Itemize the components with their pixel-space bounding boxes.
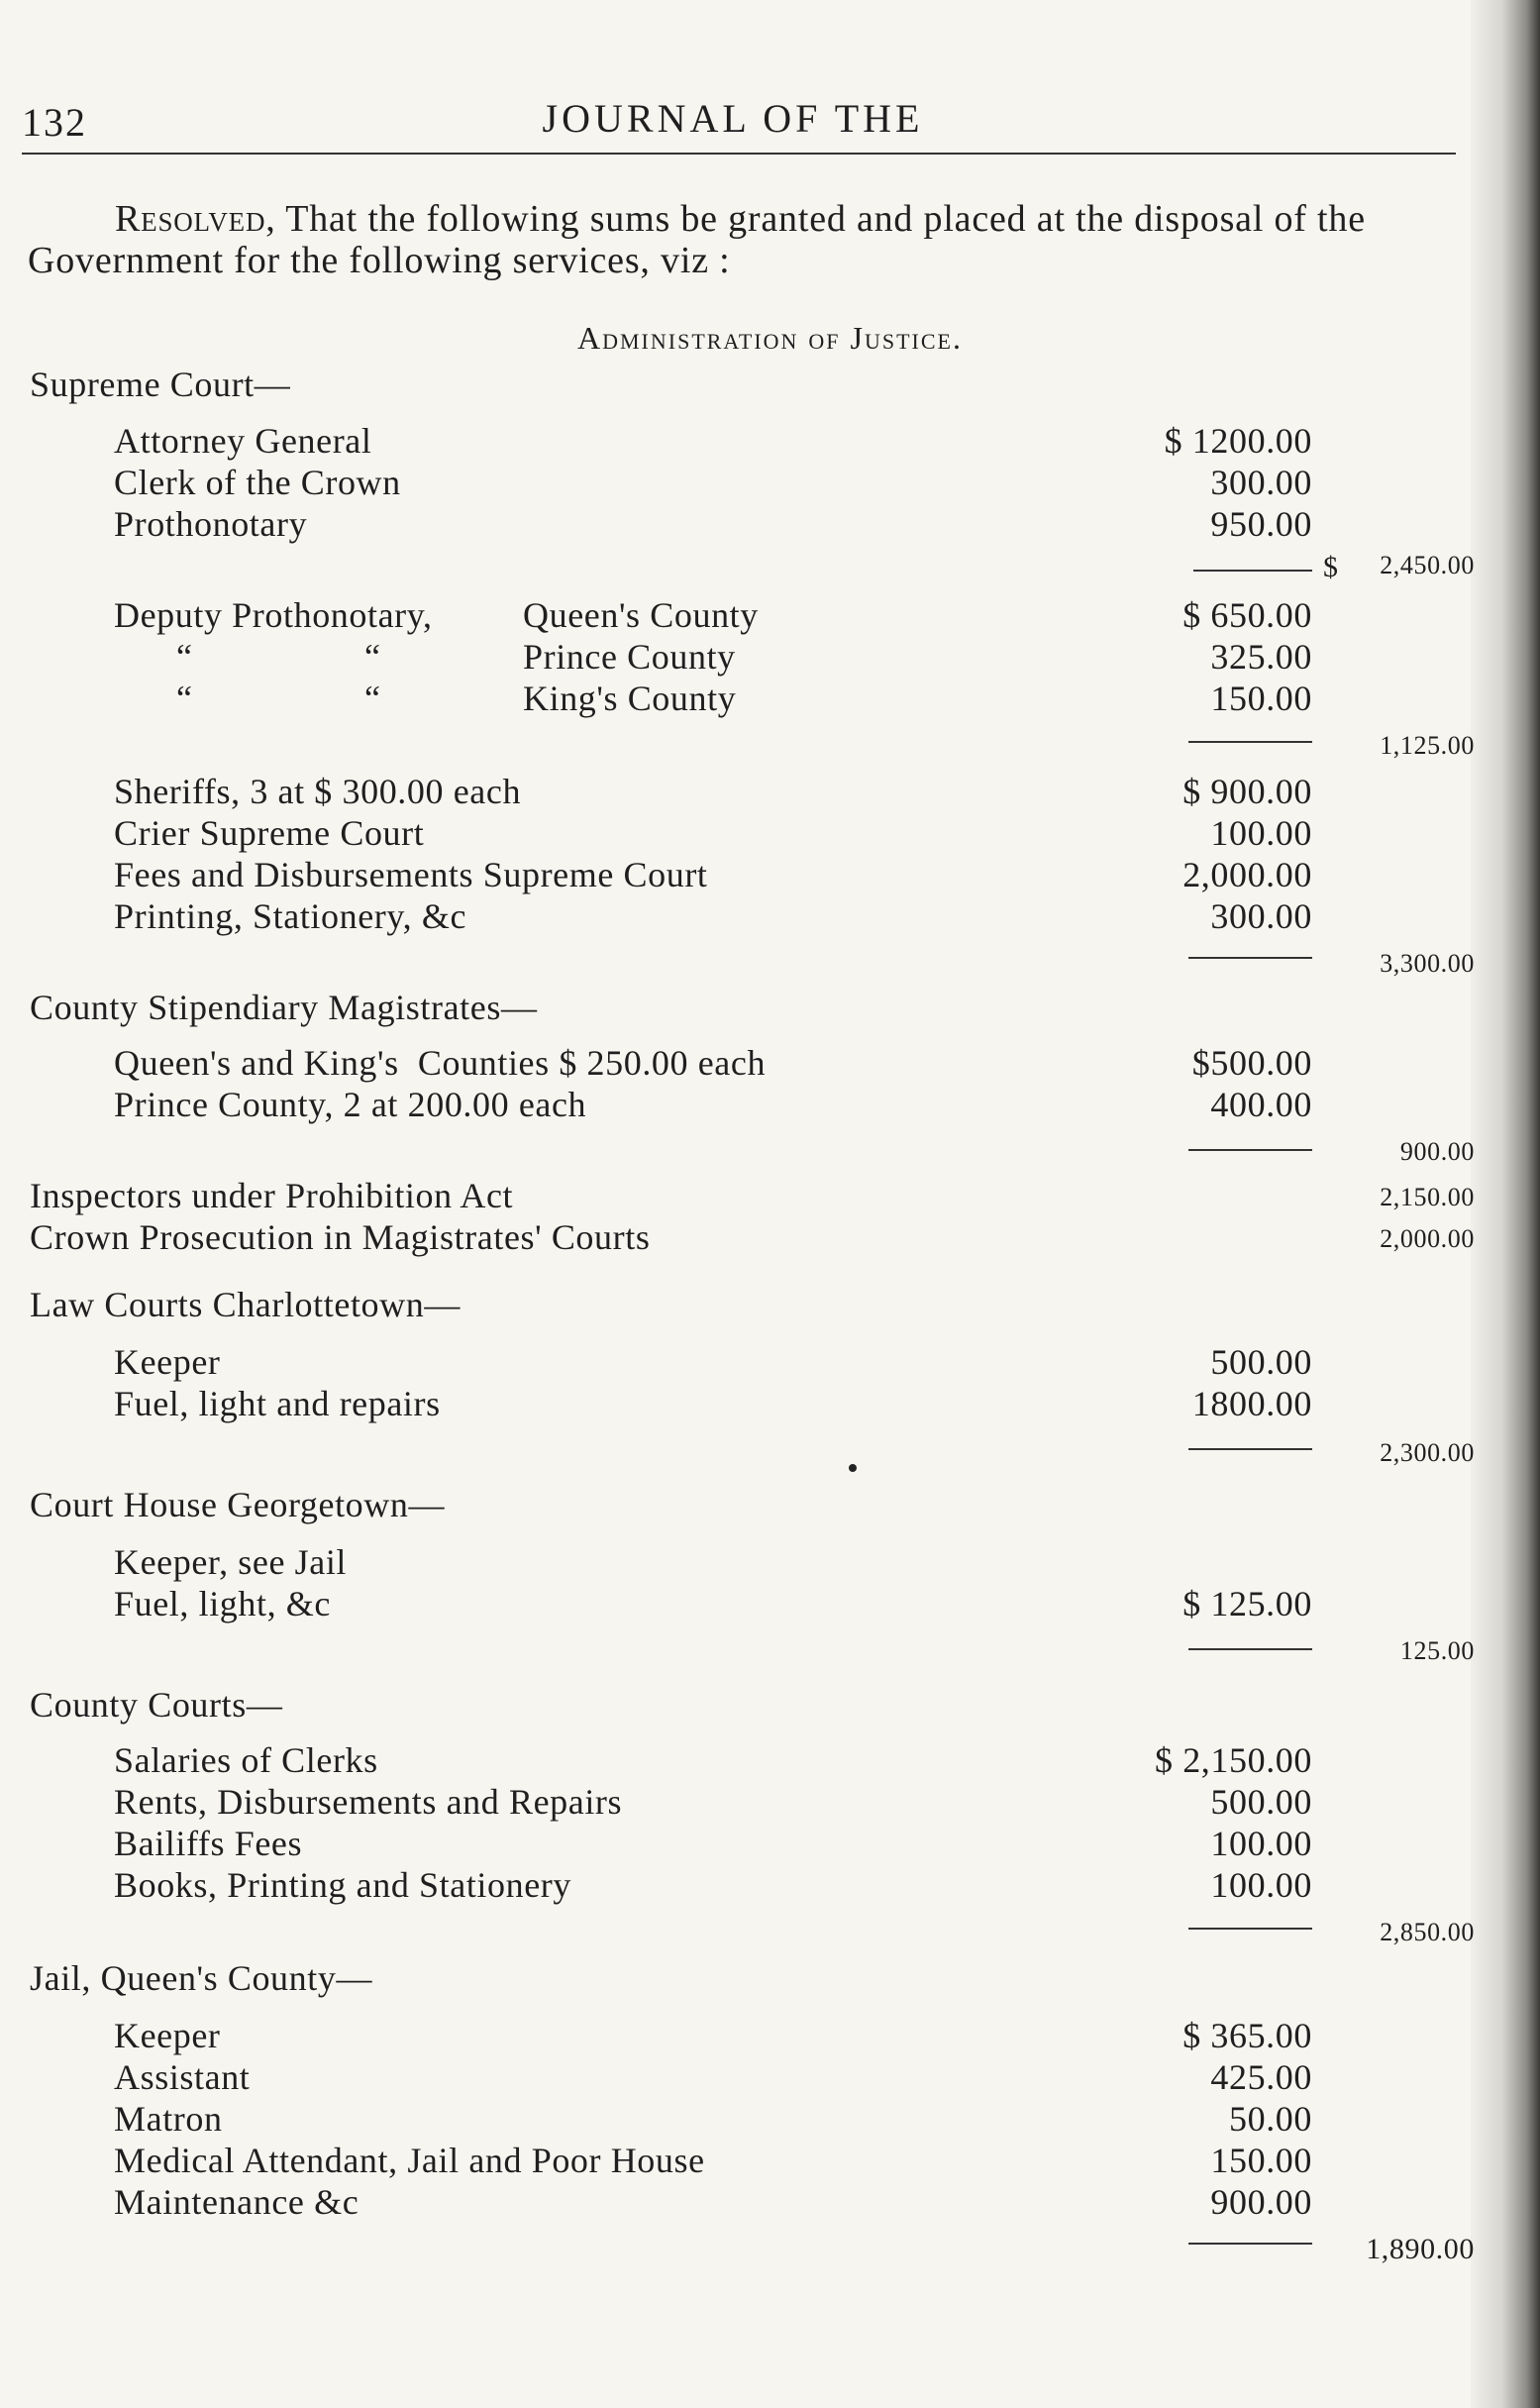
item-amount: 150.00 [1210,679,1312,718]
dollar-sign: $ [1323,551,1339,583]
item-county: Prince County [523,637,736,677]
item-amount: 50.00 [1229,2099,1312,2139]
resolution-paragraph [28,198,1464,281]
subtotal-row [0,1918,1540,1961]
item-label: Crown Prosecution in Magistrates' Courts [30,1217,651,1257]
line-item [0,636,1540,680]
item-county: Queen's County [523,595,759,635]
line-item [0,812,1540,856]
item-amount: 500.00 [1210,1342,1312,1382]
line-item [0,1541,1540,1585]
subtotal-amount: 1,125.00 [1380,731,1475,760]
line-item [0,771,1540,814]
item-amount: 300.00 [1210,896,1312,936]
header-rule [22,153,1456,155]
item-label: Keeper [114,1342,221,1382]
heading-court-house [0,1484,1540,1527]
item-amount: 400.00 [1210,1085,1312,1124]
line-item [0,1216,1540,1260]
line-item [0,2098,1540,2142]
item-label: Fuel, light, &c [114,1584,331,1623]
line-item [0,854,1540,897]
heading-law-courts [0,1284,1540,1327]
line-item [0,1341,1540,1385]
heading-label: Supreme Court— [30,365,291,404]
heading-label: County Stipendiary Magistrates— [30,988,538,1027]
item-label: Assistant [114,2057,251,2097]
item-total: 2,150.00 [1380,1183,1475,1211]
item-amount: $ 900.00 [1182,772,1312,811]
item-amount: 950.00 [1210,504,1312,544]
item-amount: 1800.00 [1191,1384,1312,1423]
item-label: Maintenance &c [114,2182,359,2222]
item-amount: 300.00 [1210,463,1312,502]
line-item [0,462,1540,505]
item-amount: 100.00 [1210,813,1312,853]
subtotal-row [0,551,1540,594]
item-amount: $ 2,150.00 [1155,1740,1312,1780]
item-amount: $ 1200.00 [1164,421,1312,461]
subtotal-amount: 2,850.00 [1380,1918,1475,1946]
item-label: Salaries of Clerks [114,1740,378,1780]
resolved-lead: Resolved, [115,198,276,240]
item-label: Printing, Stationery, &c [114,896,467,936]
item-total: 2,000.00 [1380,1224,1475,1253]
line-item [0,1823,1540,1866]
heading-supreme-court [0,364,1540,407]
item-amount: 100.00 [1210,1824,1312,1863]
item-amount: $ 650.00 [1182,595,1312,635]
resolution-text: That the following sums be granted and placed at the disposal of the Government for the following services, viz : [28,198,1366,281]
item-label: Rents, Disbursements and Repairs [114,1782,623,1822]
item-label: Books, Printing and Stationery [114,1865,571,1905]
heading-county-courts [0,1684,1540,1727]
line-item [0,503,1540,547]
page-number: 132 [22,100,87,145]
item-label: Keeper, see Jail [114,1542,348,1582]
subtotal-amount: 125.00 [1399,1636,1475,1665]
item-label: Clerk of the Crown [114,463,401,502]
subtotal-amount: 2,300.00 [1380,1438,1475,1467]
heading-label: County Courts— [30,1685,283,1725]
heading-stipendiary [0,987,1540,1030]
subtotal-amount: 3,300.00 [1380,949,1475,978]
line-item [0,1781,1540,1825]
line-item [0,678,1540,721]
line-item [0,1042,1540,1086]
line-item [0,1175,1540,1218]
subtotal-row [0,2233,1540,2276]
line-item [0,2140,1540,2183]
item-label: Attorney General [114,421,372,461]
item-label: Crier Supreme Court [114,813,425,853]
item-amount: 500.00 [1210,1782,1312,1822]
subtotal-amount: 2,450.00 [1380,551,1475,579]
ink-speck [849,1464,857,1472]
running-head: JOURNAL OF THE [542,96,924,141]
line-item [0,594,1540,638]
item-label: Inspectors under Prohibition Act [30,1176,514,1215]
item-label: Prince County, 2 at 200.00 each [114,1085,587,1124]
line-item [0,1383,1540,1426]
page-header [0,95,1466,155]
item-label: Bailiffs Fees [114,1824,303,1863]
line-item [0,895,1540,939]
line-item [0,2181,1540,2225]
item-amount: 425.00 [1210,2057,1312,2097]
line-item [0,2056,1540,2100]
subtotal-amount: 1,890.00 [1366,2233,1475,2265]
ditto-mark: “ [364,637,381,677]
line-item [0,1583,1540,1626]
item-amount: $500.00 [1191,1043,1312,1083]
ditto-mark: “ [176,637,193,677]
item-label: Queen's and King's Counties $ 250.00 each [114,1043,767,1083]
item-amount: 900.00 [1210,2182,1312,2222]
line-item [0,2015,1540,2058]
section-title: Administration of Justice. [576,320,963,356]
heading-label: Court House Georgetown— [30,1485,446,1524]
item-label: Fuel, light and repairs [114,1384,441,1423]
ditto-mark: “ [364,679,381,718]
subtotal-row [0,1636,1540,1680]
item-amount: 150.00 [1210,2141,1312,2180]
line-item [0,1739,1540,1783]
subtotal-row [0,1438,1540,1482]
item-label: Fees and Disbursements Supreme Court [114,855,708,894]
item-label: Medical Attendant, Jail and Poor House [114,2141,705,2180]
item-amount: 100.00 [1210,1865,1312,1905]
item-amount: 2,000.00 [1182,855,1312,894]
item-label: Keeper [114,2016,221,2055]
item-label: Deputy Prothonotary, [114,595,433,635]
item-label: Sheriffs, 3 at $ 300.00 each [114,772,522,811]
heading-label: Law Courts Charlottetown— [30,1285,461,1324]
ditto-mark: “ [176,679,193,718]
item-county: King's County [523,679,737,718]
item-label: Matron [114,2099,223,2139]
item-amount: 325.00 [1210,637,1312,677]
heading-jail [0,1957,1540,2001]
line-item [0,420,1540,464]
line-item [0,1864,1540,1908]
line-item [0,1084,1540,1127]
heading-label: Jail, Queen's County— [30,1958,373,1998]
subtotal-amount: 900.00 [1399,1137,1475,1166]
subtotal-row [0,731,1540,775]
item-amount: $ 365.00 [1182,2016,1312,2055]
item-label: Prothonotary [114,504,308,544]
item-amount: $ 125.00 [1182,1584,1312,1623]
